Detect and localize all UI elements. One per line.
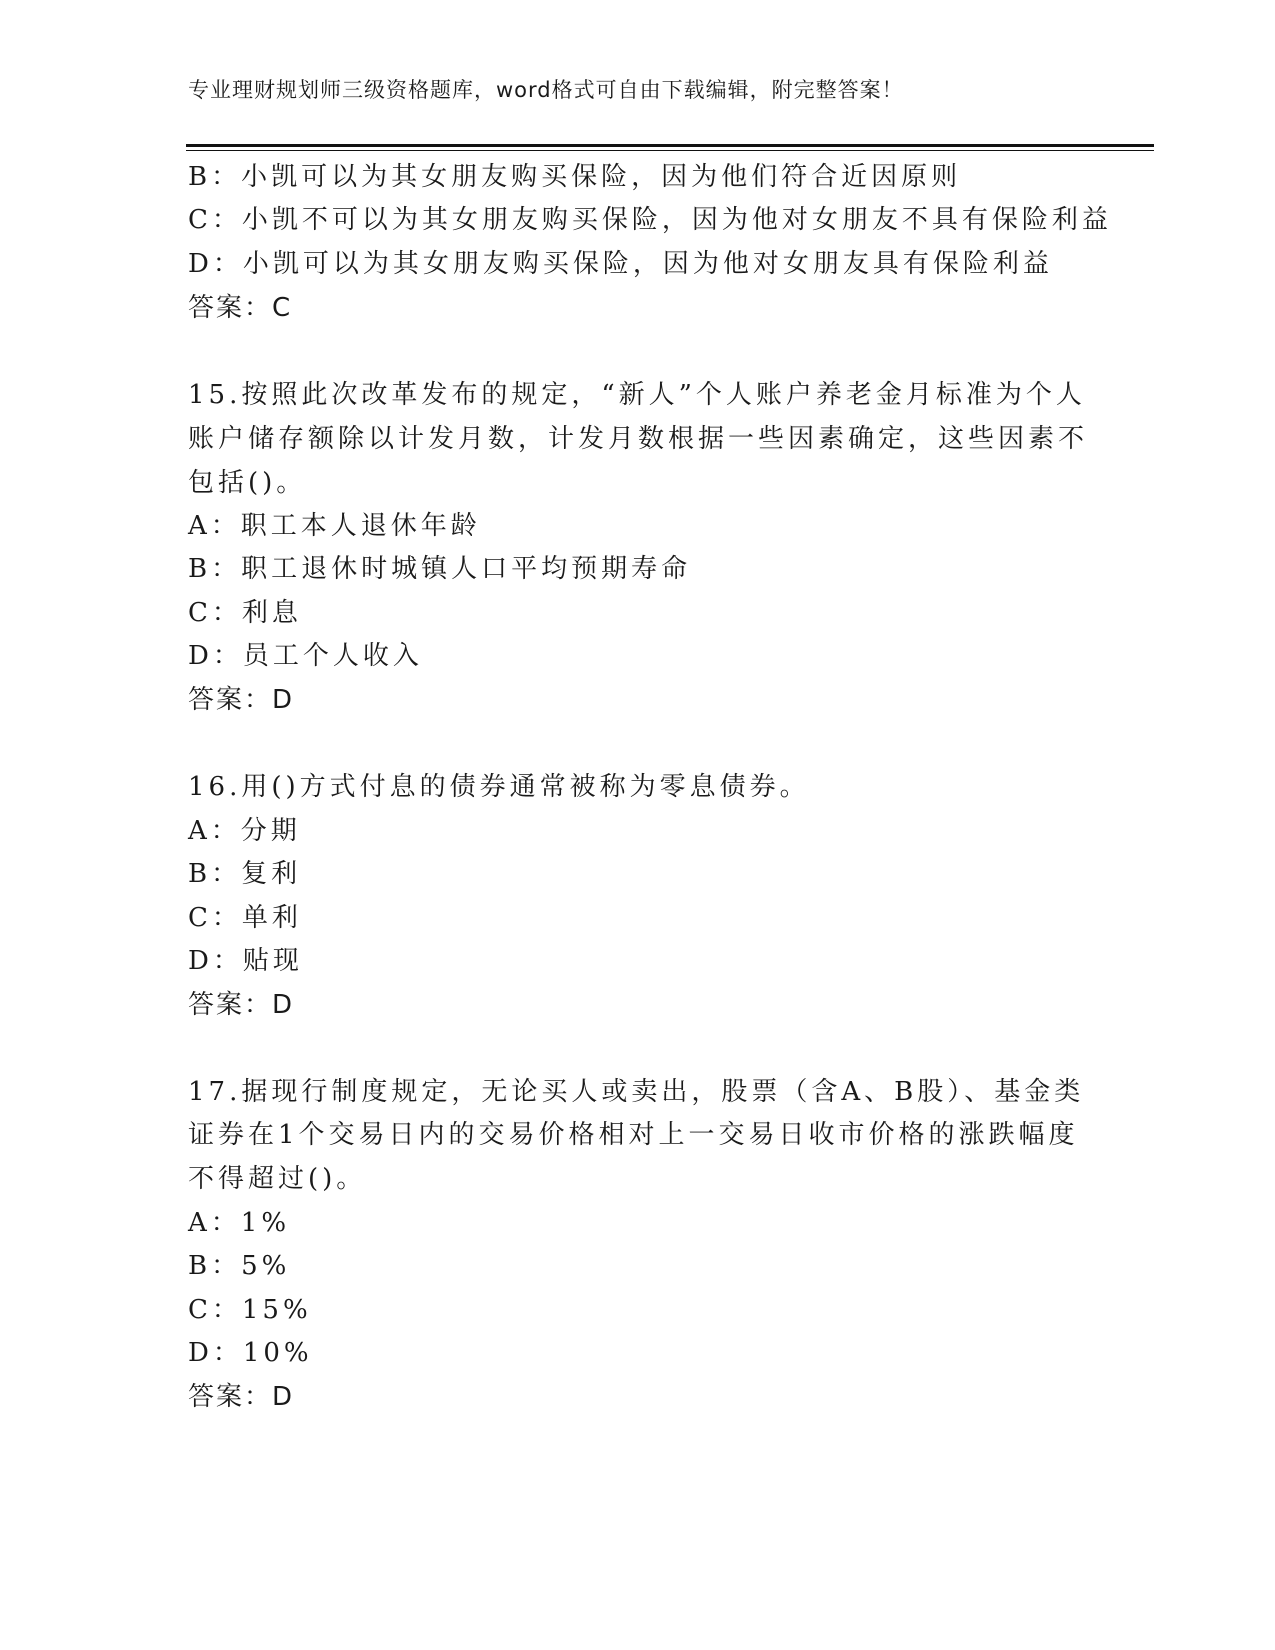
q15-stem-line-3: 包括()。 xyxy=(188,468,307,498)
q16-answer: 答案：D xyxy=(188,990,295,1020)
q17-option-a: A：1% xyxy=(188,1208,291,1238)
q15-stem-line-2: 账户储存额除以计发月数，计发月数根据一些因素确定，这些因素不 xyxy=(188,424,1089,454)
q15-option-a: A：职工本人退休年龄 xyxy=(188,511,481,541)
header-rule-thin xyxy=(186,150,1154,151)
q17-option-d: D：10% xyxy=(188,1338,313,1368)
q15-stem-line-1: 15.按照此次改革发布的规定，“新人”个人账户养老金月标准为个人 xyxy=(188,380,1086,410)
q17-answer: 答案：D xyxy=(188,1382,295,1412)
q16-option-d: D：贴现 xyxy=(188,946,303,976)
q16-option-b: B：复利 xyxy=(188,859,302,889)
q14-answer: 答案：C xyxy=(188,293,293,323)
q15-option-b: B：职工退休时城镇人口平均预期寿命 xyxy=(188,554,692,584)
q16-option-a: A：分期 xyxy=(188,816,301,846)
q16-option-c: C：单利 xyxy=(188,903,302,933)
q15-option-d: D：员工个人收入 xyxy=(188,641,423,671)
q14-option-b: B：小凯可以为其女朋友购买保险，因为他们符合近因原则 xyxy=(188,162,962,192)
page-header: 专业理财规划师三级资格题库，word格式可自由下载编辑，附完整答案！ xyxy=(188,78,904,102)
q15-answer: 答案：D xyxy=(188,685,295,715)
q17-option-b: B：5% xyxy=(188,1251,291,1281)
q17-option-c: C：15% xyxy=(188,1295,312,1325)
q14-option-c: C：小凯不可以为其女朋友购买保险，因为他对女朋友不具有保险利益 xyxy=(188,205,1112,235)
q17-stem-line-2: 证券在1个交易日内的交易价格相对上一交易日收市价格的涨跌幅度 xyxy=(188,1120,1079,1150)
q16-stem-line-1: 16.用()方式付息的债券通常被称为零息债券。 xyxy=(188,772,810,802)
q17-stem-line-3: 不得超过()。 xyxy=(188,1164,367,1194)
q15-option-c: C：利息 xyxy=(188,598,302,628)
q17-stem-line-1: 17.据现行制度规定，无论买人或卖出，股票（含A、B股）、基金类 xyxy=(188,1077,1085,1107)
header-rule-thick xyxy=(186,144,1154,147)
q14-option-d: D：小凯可以为其女朋友购买保险，因为他对女朋友具有保险利益 xyxy=(188,249,1053,279)
